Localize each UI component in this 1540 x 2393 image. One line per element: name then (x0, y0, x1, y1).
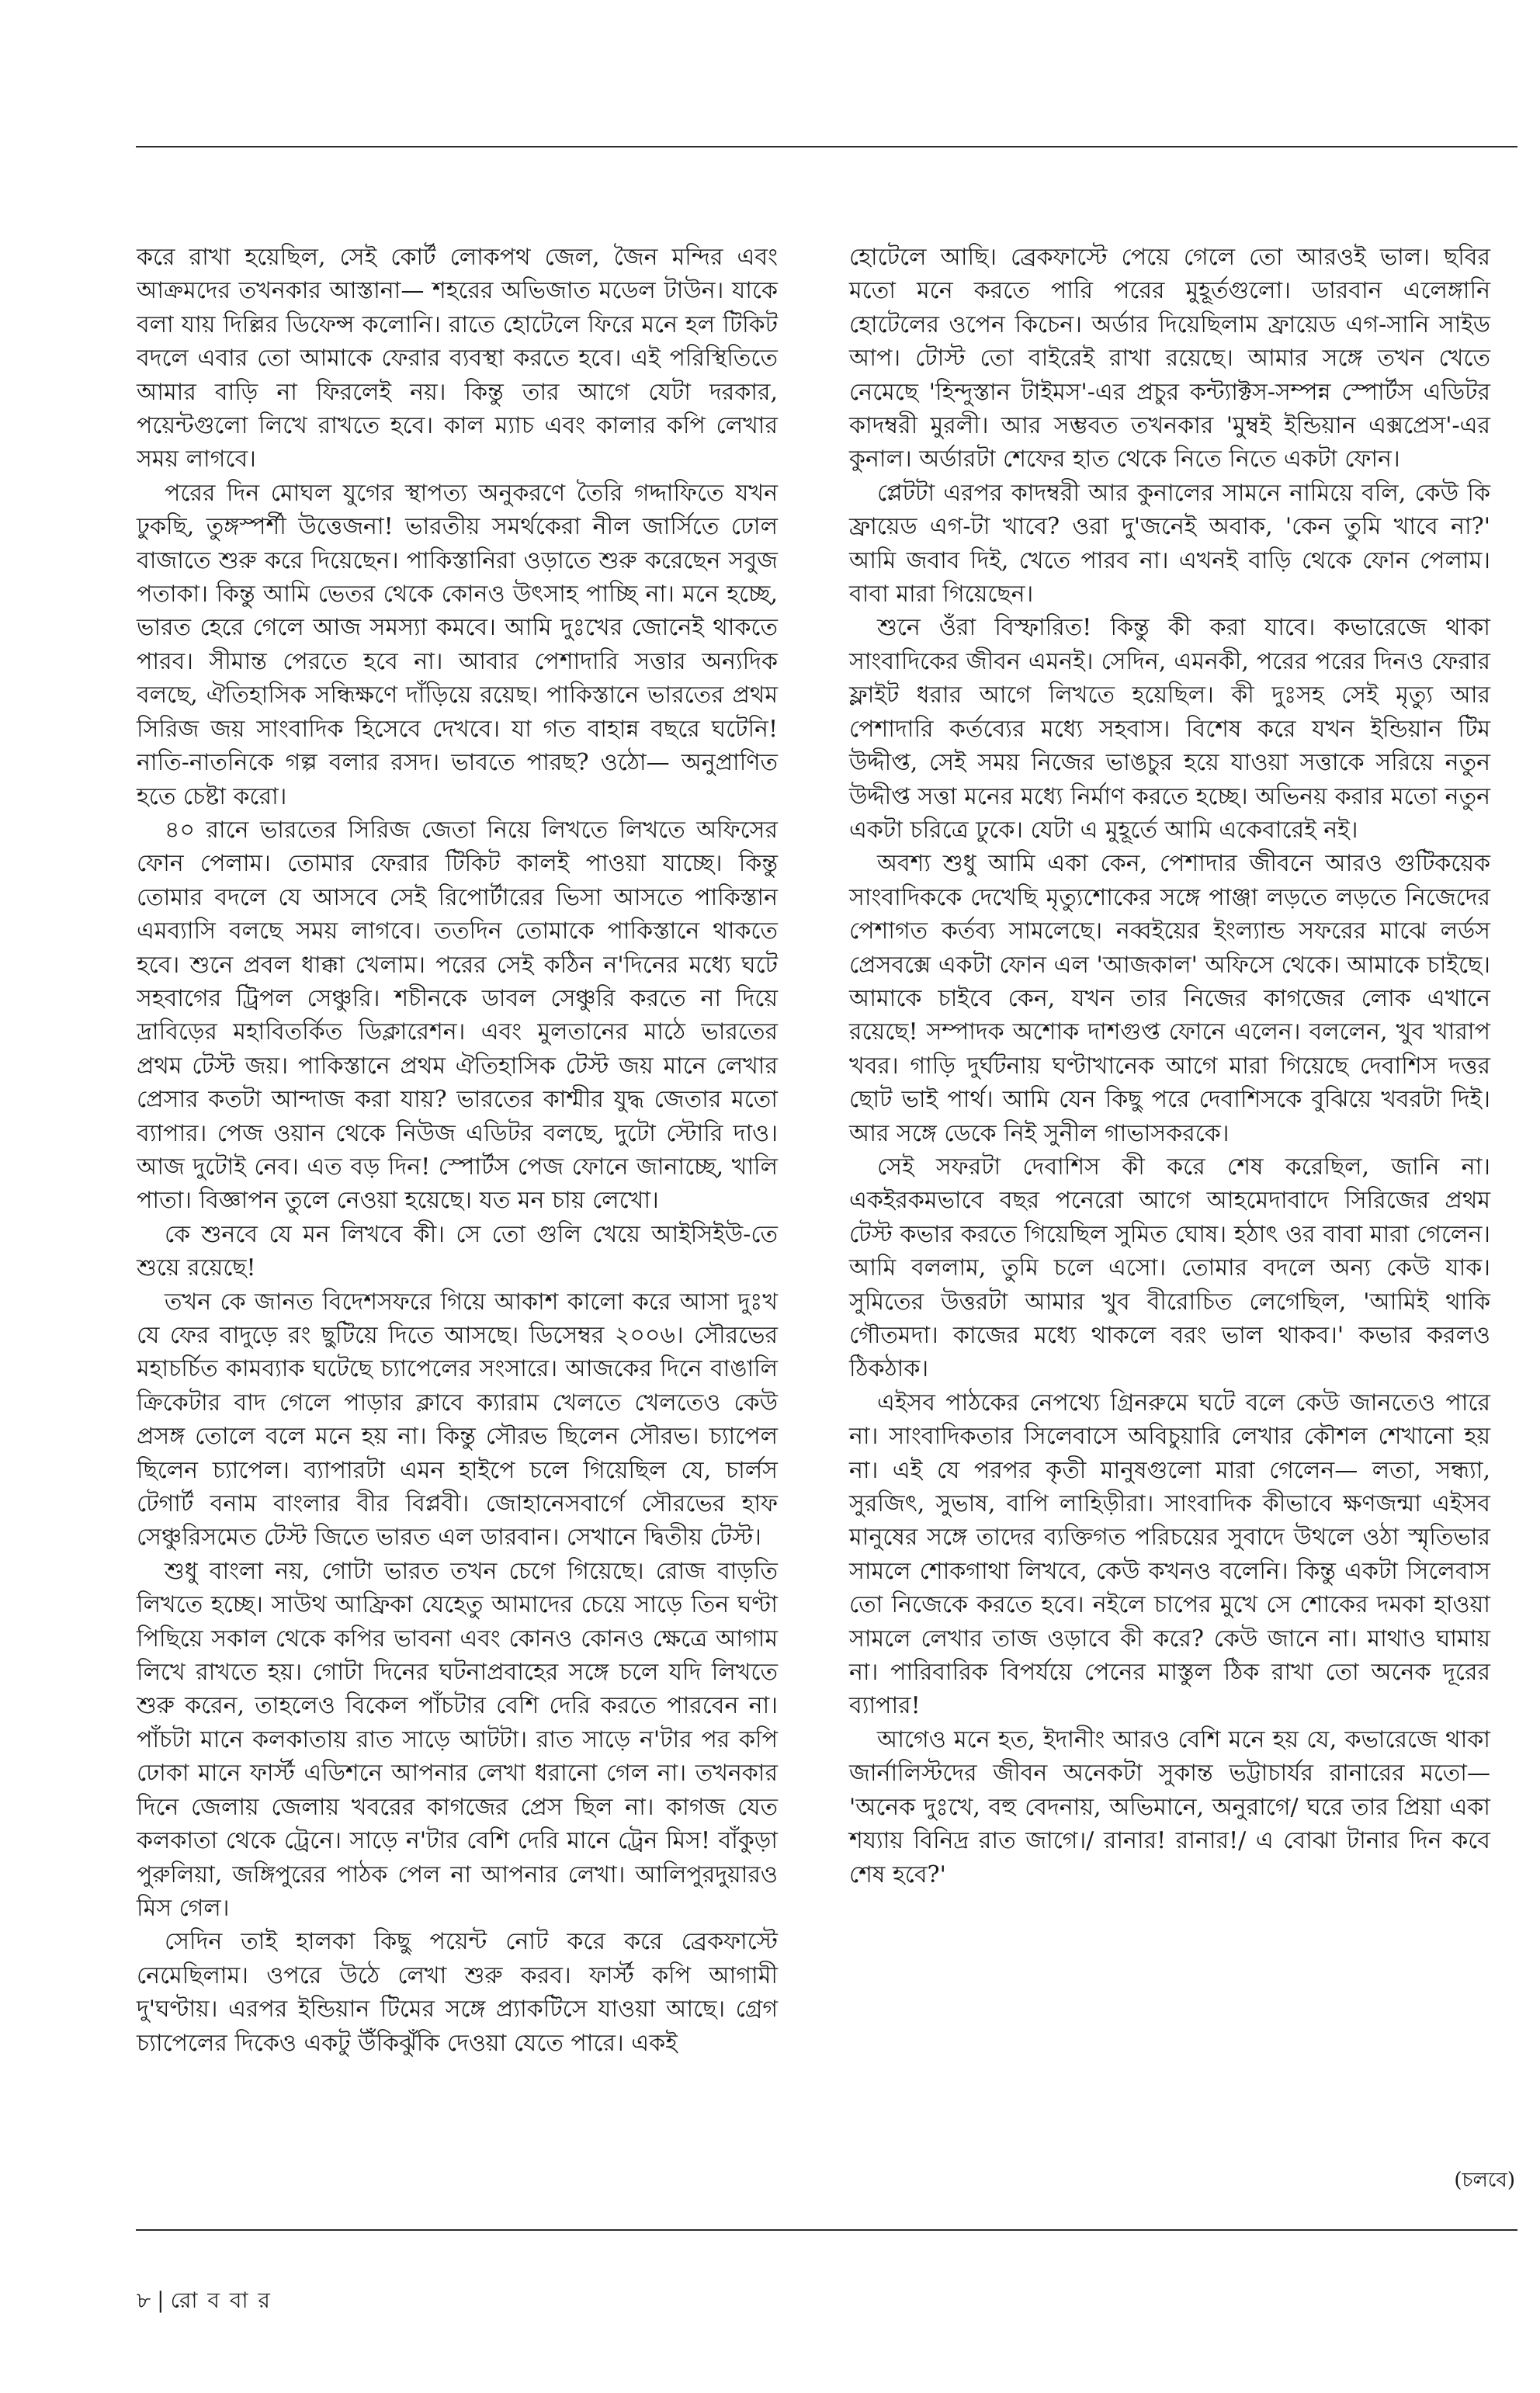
left-paragraph-7: সেদিন তাই হালকা কিছু পয়েন্ট নোট করে করে ব্রেকফাস্টে নেমেছিলাম। ওপরে উঠে লেখা শুরু করব। ফার্স্ট কপি আগামী দু'ঘণ্টায়। এরপর ইন্ডিয়ান টিমের সঙ্গে প্র্যাকটিসে যাওয়া আছে। গ্রেগ চ্যাপেলের দিকেও একটু উঁকিঝুঁকি দেওয়া যেতে পারে। একই (137, 1928, 778, 2057)
right-paragraph-6: এইসব পাঠকের নেপথ্যে গ্রিনরুমে ঘটে বলে কেউ জানতেও পারে না। সাংবাদিকতার সিলেবাসে অবিচুয়ারি লেখার কৌশল শেখানো হয় না। এই যে পরপর কৃতী মানুষগুলো মারা গেলেন— লতা, সন্ধ্যা, সুরজিৎ, সুভাষ, বাপি লাহিড়ীরা। সাংবাদিক কীভাবে ক্ষণজন্মা এইসব মানুষের সঙ্গে তাদের ব্যক্তিগত পরিচয়ের সুবাদে উথলে ওঠা স্মৃতিভার সামলে শোকগাথা লিখবে, কেউ কখনও বলেনি। কিন্তু একটা সিলেবাস তো নিজেকে করতে হবে। নইলে চাপের মুখে সে শোকের দমকা হাওয়া সামলে লেখার তাজ ওড়াবে কী করে? কেউ জানে না। মাথাও ঘামায় না। পারিবারিক বিপর্যয়ে পেনের মাস্তুল ঠিক রাখা তো অনেক দূরের ব্যাপার! (849, 1389, 1490, 1720)
left-paragraph-5: তখন কে জানত বিদেশসফরে গিয়ে আকাশ কালো করে আসা দুঃখ যে ফের বাদুড়ে রং ছুটিয়ে দিতে আসছে। ডিসেম্বর ২০০৬। সৌরভের মহাচর্চিত কামব্যাক ঘটেছে চ্যাপেলের সংসারে। আজকের দিনে বাঙালি ক্রিকেটার বাদ গেলে পাড়ার ক্লাবে ক্যারাম খেলতে খেলতেও কেউ প্রসঙ্গ তোলে বলে মনে হয় না। কিন্তু সৌরভ ছিলেন সৌরভ। চ্যাপেল ছিলেন চ্যাপেল। ব্যাপারটা এমন হাইপে চলে গিয়েছিল যে, চার্লস টেগার্ট বনাম বাংলার বীর বিপ্লবী। জোহানেসবার্গে সৌরভের হাফ সেঞ্চুরিসমেত টেস্ট জিতে ভারত এল ডারবান। সেখানে দ্বিতীয় টেস্ট। (137, 1288, 778, 1552)
right-column (849, 241, 1490, 1892)
right-paragraph-4: অবশ্য শুধু আমি একা কেন, পেশাদার জীবনে আরও গুটিকয়েক সাংবাদিককে দেখেছি মৃত্যুশোকের সঙ্গে পাঞ্জা লড়তে লড়তে নিজেদের পেশাগত কর্তব্য সামলেছে। নব্বইয়ের ইংল্যান্ড সফরের মাঝে লর্ডস প্রেসবক্সে একটা ফোন এল 'আজকাল' অফিসে থেকে। আমাকে চাইছে। আমাকে চাইবে কেন, যখন তার নিজের কাগজের লোক এখানে রয়েছে! সম্পাদক অশোক দাশগুপ্ত ফোনে এলেন। বললেন, খুব খারাপ খবর। গাড়ি দুর্ঘটনায় ঘণ্টাখানেক আগে মারা গিয়েছে দেবাশিস দত্তর ছোট ভাই পার্থ। আমি যেন কিছু পরে দেবাশিসকে বুঝিয়ে খবরটা দিই। আর সঙ্গে ডেকে নিই সুনীল গাভাসকরকে। (849, 850, 1490, 1147)
right-paragraph-5: সেই সফরটা দেবাশিস কী করে শেষ করেছিল, জানি না। একইরকমভাবে বছর পনেরো আগে আহমেদাবাদে সিরিজের প্রথম টেস্ট কভার করতে গিয়েছিল সুমিত ঘোষ। হঠাৎ ওর বাবা মারা গেলেন। আমি বললাম, তুমি চলে এসো। তোমার বদলে অন্য কেউ যাক। সুমিতের উত্তরটা আমার খুব বীরোচিত লেগেছিল, 'আমিই থাকি গৌতমদা। কাজের মধ্যে থাকলে বরং ভাল থাকব।' কভার করলও ঠিকঠাক। (849, 1153, 1490, 1383)
right-paragraph-1: হোটেলে আছি। ব্রেকফাস্টে পেয়ে গেলে তো আরওই ভাল। ছবির মতো মনে করতে পারি পরের মুহূর্তগুলো। ডারবান এলেঙ্গানি হোটেলের ওপেন কিচেন। অর্ডার দিয়েছিলাম ফ্রায়েড এগ-সানি সাইড আপ। টোস্ট তো বাইরেই রাখা রয়েছে। আমার সঙ্গে তখন খেতে নেমেছে 'হিন্দুস্তান টাইমস'-এর প্রচুর কন্ট্যাক্টস-সম্পন্ন স্পোর্টস এডিটর কাদম্বরী মুরলী। আর সম্ভবত তখনকার 'মুম্বই ইন্ডিয়ান এক্সপ্রেস'-এর কুনাল। অর্ডারটা শেফের হাত থেকে নিতে নিতে একটা ফোন। (849, 244, 1490, 473)
right-paragraph-2: প্লেটটা এরপর কাদম্বরী আর কুনালের সামনে নামিয়ে বলি, কেউ কি ফ্রায়েড এগ-টা খাবে? ওরা দু'জনেই অবাক, 'কেন তুমি খাবে না?' আমি জবাব দিই, খেতে পারব না। এখনই বাড়ি থেকে ফোন পেলাম। বাবা মারা গিয়েছেন। (849, 479, 1490, 609)
continued-marker: (চলবে) (1454, 2169, 1515, 2192)
right-paragraph-3: শুনে ওঁরা বিস্ফারিত! কিন্তু কী করা যাবে। কভারেজে থাকা সাংবাদিকের জীবন এমনই। সেদিন, এমনকী, পরের পরের দিনও ফেরার ফ্লাইট ধরার আগে লিখতে হয়েছিল। কী দুঃসহ সেই মৃত্যু আর পেশাদারি কর্তব্যের মধ্যে সহবাস। বিশেষ করে যখন ইন্ডিয়ান টিম উদ্দীপ্ত, সেই সময় নিজের ভাঙচুর হয়ে যাওয়া সত্তাকে সরিয়ে নতুন উদ্দীপ্ত সত্তা মনের মধ্যে নির্মাণ করতে হচ্ছে। অভিনয় করার মতো নতুন একটা চরিত্রে ঢুকে। যেটা এ মুহূর্তে আমি একেবারেই নই। (849, 614, 1490, 844)
left-paragraph-2: পরের দিন মোঘল যুগের স্থাপত্য অনুকরণে তৈরি গদ্দাফিতে যখন ঢুকছি, তুঙ্গস্পর্শী উত্তেজনা! ভারতীয় সমর্থকেরা নীল জার্সিতে ঢোল বাজাতে শুরু করে দিয়েছেন। পাকিস্তানিরা ওড়াতে শুরু করেছেন সবুজ পতাকা। কিন্তু আমি ভেতর থেকে কোনও উৎসাহ পাচ্ছি না। মনে হচ্ছে, ভারত হেরে গেলে আজ সমস্যা কমবে। আমি দুঃখের জোনেই থাকতে পারব। সীমান্ত পেরতে হবে না। আবার পেশাদারি সত্তার অন্যদিক বলছে, ঐতিহাসিক সন্ধিক্ষণে দাঁড়িয়ে রয়েছ। পাকিস্তানে ভারতের প্রথম সিরিজ জয় সাংবাদিক হিসেবে দেখবে। যা গত বাহান্ন বছরে ঘটেনি! নাতি-নাতনিকে গল্প বলার রসদ। ভাবতে পারছ? ওঠো— অনুপ্রাণিত হতে চেষ্টা করো। (137, 479, 778, 810)
left-paragraph-6: শুধু বাংলা নয়, গোটা ভারত তখন চেগে গিয়েছে। রোজ বাড়তি লিখতে হচ্ছে। সাউথ আফ্রিকা যেহেতু আমাদের চেয়ে সাড়ে তিন ঘণ্টা পিছিয়ে সকাল থেকে কপির ভাবনা এবং কোনও কোনও ক্ষেত্রে আগাম লিখে রাখতে হয়। গোটা দিনের ঘটনাপ্রবাহের সঙ্গে চলে যদি লিখতে শুরু করেন, তাহলেও বিকেল পাঁচটার বেশি দেরি করতে পারবেন না। পাঁচটা মানে কলকাতায় রাত সাড়ে আটটা। রাত সাড়ে ন'টার পর কপি ঢোকা মানে ফার্স্ট এডিশনে আপনার লেখা ধরানো গেল না। তখনকার দিনে জেলায় জেলায় খবরের কাগজের প্রেস ছিল না। কাগজ যেত কলকাতা থেকে ট্রেনে। সাড়ে ন'টার বেশি দেরি মানে ট্রেন মিস! বাঁকুড়া পুরুলিয়া, জঙ্গিপুরের পাঠক পেল না আপনার লেখা। আলিপুরদুয়ারও মিস গেল। (137, 1557, 778, 1922)
magazine-name: রো ব বা র (170, 2287, 272, 2313)
left-paragraph-1: করে রাখা হয়েছিল, সেই কোর্ট লোকপথ জেল, জৈন মন্দির এবং আক্রমদের তখনকার আস্তানা— শহরের অভিজাত মডেল টাউন। যাকে বলা যায় দিল্লির ডিফেন্স কলোনি। রাতে হোটেলে ফিরে মনে হল টিকিট বদলে এবার তো আমাকে ফেরার ব্যবস্থা করতে হবে। এই পরিস্থিতিতে আমার বাড়ি না ফিরলেই নয়। কিন্তু তার আগে যেটা দরকার, পয়েন্টগুলো লিখে রাখতে হবে। কাল ম্যাচ এবং কালার কপি লেখার সময় লাগবে। (137, 244, 778, 473)
page-folio (137, 2284, 272, 2320)
top-rule (136, 146, 1517, 147)
right-paragraph-7: আগেও মনে হত, ইদানীং আরও বেশি মনে হয় যে, কভারেজে থাকা জার্নালিস্টদের জীবন অনেকটা সুকান্ত ভট্টাচার্যর রানারের মতো— 'অনেক দুঃখে, বহু বেদনায়, অভিমানে, অনুরাগে/ ঘরে তার প্রিয়া একা শয্যায় বিনিদ্র রাত জাগে।/ রানার! রানার!/ এ বোঝা টানার দিন কবে শেষ হবে?' (849, 1725, 1490, 1888)
left-column (137, 241, 778, 2060)
left-paragraph-4: কে শুনবে যে মন লিখবে কী। সে তো গুলি খেয়ে আইসিইউ-তে শুয়ে রয়েছে! (137, 1220, 778, 1282)
folio-separator: | (157, 2287, 166, 2313)
bottom-rule (136, 2229, 1517, 2231)
left-paragraph-3: ৪০ রানে ভারতের সিরিজ জেতা নিয়ে লিখতে লিখতে অফিসের ফোন পেলাম। তোমার ফেরার টিকিট কালই পাওয়া যাচ্ছে। কিন্তু তোমার বদলে যে আসবে সেই রিপোর্টারের ভিসা আসতে পাকিস্তান এমব্যাসি বলছে সময় লাগবে। ততদিন তোমাকে পাকিস্তানে থাকতে হবে। শুনে প্রবল ধাক্কা খেলাম। পরের সেই কঠিন ন'দিনের মধ্যে ঘটে সহবাগের ট্রিপল সেঞ্চুরি। শচীনকে ডাবল সেঞ্চুরি করতে না দিয়ে দ্রাবিড়ের মহাবিতর্কিত ডিক্লারেশন। এবং মুলতানের মাঠে ভারতের প্রথম টেস্ট জয়। পাকিস্তানে প্রথম ঐতিহাসিক টেস্ট জয় মানে লেখার প্রেসার কতটা আন্দাজ করা যায়? ভারতের কাশ্মীর যুদ্ধ জেতার মতো ব্যাপার। পেজ ওয়ান থেকে নিউজ এডিটর বলছে, দুটো স্টোরি দাও। আজ দুটোই নেব। এত বড় দিন! স্পোর্টস পেজ ফোনে জানাচ্ছে, খালি পাতা। বিজ্ঞাপন তুলে নেওয়া হয়েছে। যত মন চায় লেখো। (137, 816, 778, 1215)
page-number: ৮ (137, 2287, 153, 2313)
